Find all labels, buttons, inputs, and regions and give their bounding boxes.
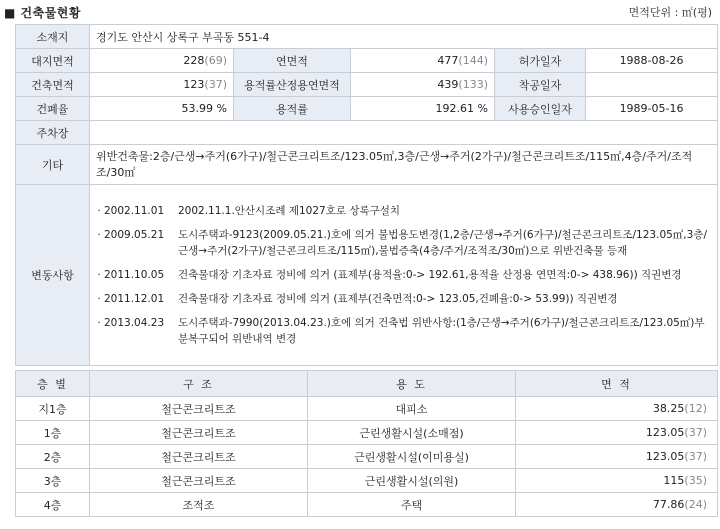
area-cell: 77.86(24)	[516, 493, 718, 517]
floor-cell: 3층	[16, 469, 90, 493]
history-text: 건축물대장 기초자료 정비에 의거 (표제부(건축면적:0-> 123.05,건폐율:0-> 53.99)) 직권변경	[178, 293, 618, 305]
site-area-label: 대지면적	[16, 49, 90, 73]
table-row	[16, 445, 718, 469]
floor-cell: 지1층	[16, 397, 90, 421]
etc-label: 기타	[16, 145, 90, 185]
history-item	[94, 267, 713, 283]
area-header: 면 적	[516, 371, 718, 397]
floor-cell: 2층	[16, 445, 90, 469]
history-item	[94, 227, 713, 259]
history-bullet: ·	[97, 293, 101, 305]
history-date: 2009.05.21	[104, 229, 165, 241]
floor-area-value: 477(144)	[351, 49, 495, 73]
building-area-label: 건축면적	[16, 73, 90, 97]
start-date-label: 착공일자	[495, 73, 586, 97]
history-date: 2011.12.01	[104, 293, 165, 305]
use-header: 용 도	[308, 371, 516, 397]
panel-header	[0, 0, 720, 24]
table-row	[16, 493, 718, 517]
history-text: 도시주택과-7990(2013.04.23.)호에 의거 건축법 위반사항:(1층/근생→주거(6가구)/철근콘크리트조/123.05㎡)부분복구되어 위반내역 변경	[178, 317, 705, 345]
permit-date-label: 허가일자	[495, 49, 586, 73]
history-date: 2011.10.05	[104, 269, 165, 281]
far-label: 용적률	[234, 97, 351, 121]
history-bullet: ·	[97, 317, 101, 329]
area-cell: 123.05(37)	[516, 421, 718, 445]
parking-label: 주차장	[16, 121, 90, 145]
table-row	[16, 397, 718, 421]
history-cell	[90, 185, 718, 366]
structure-cell: 조적조	[90, 493, 308, 517]
history-item	[94, 315, 713, 347]
parking-value	[90, 121, 718, 145]
area-row-1	[16, 49, 718, 73]
area-row-2	[16, 73, 718, 97]
area-cell: 123.05(37)	[516, 445, 718, 469]
bcr-label: 건폐율	[16, 97, 90, 121]
structure-cell: 철근콘크리트조	[90, 421, 308, 445]
history-text: 도시주택과-9123(2009.05.21.)호에 의거 불법용도변경(1,2층/근생→주거(6가구)/철근콘크리트조/123.05㎡,3층/근생→주거(2가구)/철근콘크리트조/115㎡),불법증축(4층/주거/조적조/30㎡)으로 위반건축물 등재	[178, 229, 707, 257]
far-value: 192.61 %	[351, 97, 495, 121]
table-row	[16, 469, 718, 493]
history-row	[16, 185, 718, 366]
floor-area-label: 연면적	[234, 49, 351, 73]
start-date-value	[586, 73, 718, 97]
permit-date-value: 1988-08-26	[586, 49, 718, 73]
building-area-value: 123(37)	[90, 73, 234, 97]
structure-cell: 철근콘크리트조	[90, 445, 308, 469]
floor-cell: 1층	[16, 421, 90, 445]
area-cell: 115(35)	[516, 469, 718, 493]
history-list	[94, 197, 713, 353]
site-area-value: 228(69)	[90, 49, 234, 73]
address-label: 소재지	[16, 25, 90, 49]
building-info-table	[15, 24, 718, 366]
history-label: 변동사항	[16, 185, 90, 366]
ratio-row	[16, 97, 718, 121]
structure-header: 구 조	[90, 371, 308, 397]
history-date: 2013.04.23	[104, 317, 165, 329]
table-row	[16, 421, 718, 445]
history-bullet: ·	[97, 269, 101, 281]
address-value: 경기도 안산시 상록구 부곡동 551-4	[90, 25, 718, 49]
approval-date-value: 1989-05-16	[586, 97, 718, 121]
area-cell: 38.25(12)	[516, 397, 718, 421]
use-cell: 근린생활시설(소매점)	[308, 421, 516, 445]
panel-title: ■ 건축물현황	[4, 6, 81, 20]
history-item	[94, 291, 713, 307]
structure-cell: 철근콘크리트조	[90, 397, 308, 421]
use-cell: 근린생활시설(이미용실)	[308, 445, 516, 469]
history-text: 건축물대장 기초자료 정비에 의거 (표제부(용적율:0-> 192.61,용적율 산정용 연면적:0-> 438.96)) 직권변경	[178, 269, 682, 281]
approval-date-label: 사용승인일자	[495, 97, 586, 121]
floor-cell: 4층	[16, 493, 90, 517]
parking-row	[16, 121, 718, 145]
etc-row	[16, 145, 718, 185]
floor-header: 층 별	[16, 371, 90, 397]
history-bullet: ·	[97, 229, 101, 241]
etc-value: 위반건축물:2층/근생→주거(6가구)/철근콘크리트조/123.05㎡,3층/근생→주거(2가구)/철근콘크리트조/115㎡,4층/주거/조적조/30㎡	[90, 145, 718, 185]
history-text: 2002.11.1.안산시조례 제1027호로 상록구설치	[178, 205, 401, 217]
use-cell: 주택	[308, 493, 516, 517]
far-area-label: 용적률산정용연면적	[234, 73, 351, 97]
area-unit-label: 면적단위 : ㎡(평)	[628, 6, 712, 19]
bcr-value: 53.99 %	[90, 97, 234, 121]
far-area-value: 439(133)	[351, 73, 495, 97]
use-cell: 근린생활시설(의원)	[308, 469, 516, 493]
address-row	[16, 25, 718, 49]
floor-table	[15, 370, 718, 517]
use-cell: 대피소	[308, 397, 516, 421]
structure-cell: 철근콘크리트조	[90, 469, 308, 493]
history-bullet: ·	[97, 205, 101, 217]
history-date: 2002.11.01	[104, 205, 165, 217]
history-item	[94, 203, 713, 219]
floor-table-header	[16, 371, 718, 397]
